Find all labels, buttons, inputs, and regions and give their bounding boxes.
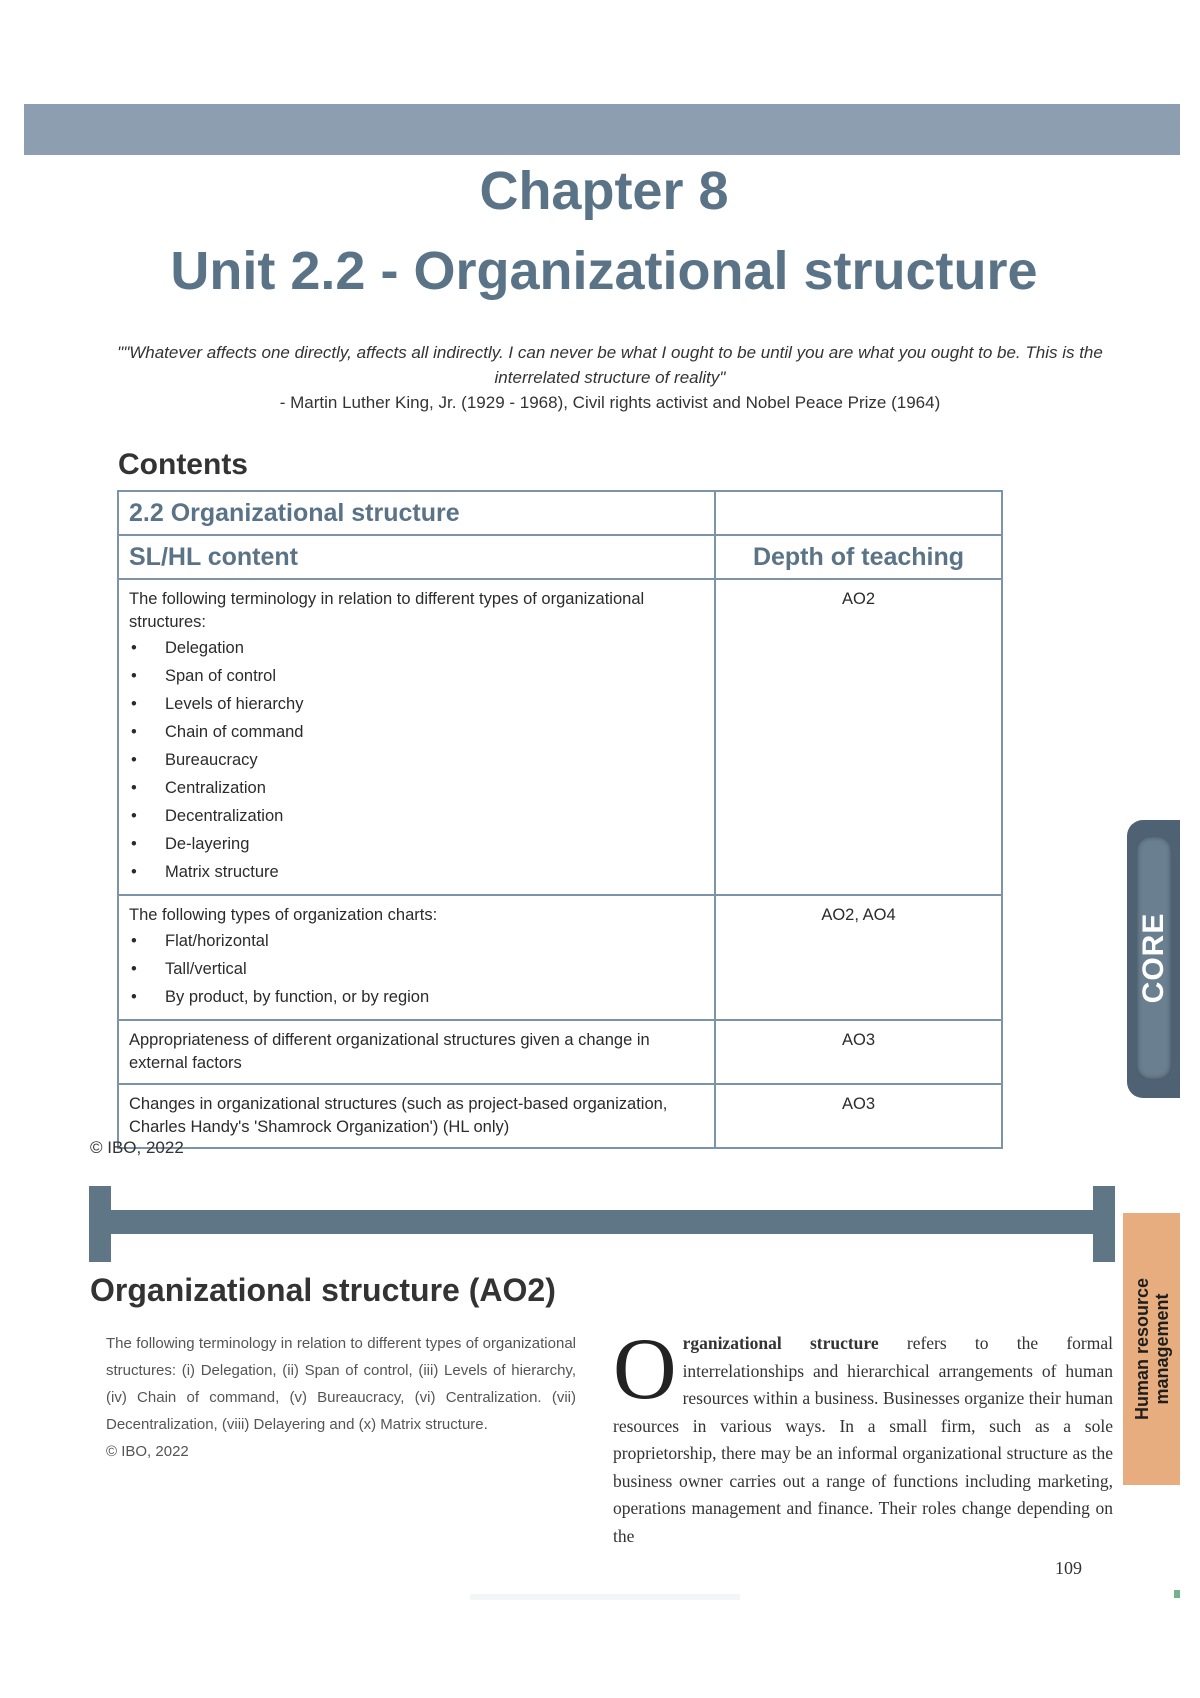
quote-text: ""Whatever affects one directly, affects all indirectly. I can never be what I ought to be until you are what you ought to be. This is the interrelated structure of reality" <box>117 343 1103 387</box>
contents-table <box>117 490 1003 1149</box>
depth-cell: AO3 <box>715 1020 1002 1084</box>
corner-mark <box>1174 1590 1180 1598</box>
epigraph-quote <box>90 340 1130 415</box>
section-bar-right-cap <box>1093 1186 1115 1262</box>
depth-cell: AO3 <box>715 1084 1002 1148</box>
core-tab-label: CORE <box>1137 912 1170 1004</box>
col-content-header: SL/HL content <box>118 535 715 579</box>
core-tab-inner <box>1136 836 1172 1080</box>
syllabus-note-text: The following terminology in relation to different types of organizational structures: (i) Delegation, (ii) Span of control, (iii) Levels of hierarchy, (iv) Chain of command, (v) Bureaucracy, (vi) Centralization. (vii) Decentralization, (viii) Delayering and (x) Matrix structure. <box>106 1335 576 1433</box>
col-depth-header: Depth of teaching <box>715 535 1002 579</box>
table-row <box>118 1020 1002 1084</box>
drop-cap: O <box>613 1321 677 1418</box>
hrm-side-tab <box>1123 1213 1180 1485</box>
list-item: • Tall/vertical <box>129 955 704 983</box>
section-divider-bar <box>89 1210 1115 1234</box>
page-number: 109 <box>1055 1558 1082 1578</box>
content-cell <box>118 895 715 1020</box>
body-text: refers to the formal interrelationships and hierarchical arrangements of human resources within a business. Businesses organize their human resources in various ways. In a small firm, such as a sole proprietorship, there may be an informal organizational structure as the business owner carries out a range of functions including marketing, operations management and finance. Their roles change depending on the <box>613 1333 1113 1546</box>
unit-title: Unit 2.2 - Organizational structure <box>170 241 1038 301</box>
lead-term: rganizational structure <box>682 1333 879 1353</box>
depth-cell: AO2, AO4 <box>715 895 1002 1020</box>
core-side-tab <box>1127 820 1180 1098</box>
list-item: • Matrix structure <box>129 858 704 886</box>
content-cell: Appropriateness of different organizational structures given a change in external factors <box>118 1020 715 1084</box>
bullet-list <box>129 927 704 1011</box>
hrm-tab-line1: Human resource <box>1131 1277 1152 1421</box>
row-intro: The following types of organization charts: <box>129 906 438 924</box>
list-item: • Delegation <box>129 634 704 662</box>
table-row <box>118 1084 1002 1148</box>
copyright-note: © IBO, 2022 <box>90 1138 184 1157</box>
list-item: • Bureaucracy <box>129 746 704 774</box>
content-cell: Changes in organizational structures (such as project-based organization, Charles Handy's 'Shamrock Organization') (HL only) <box>118 1084 715 1148</box>
list-item: • Flat/horizontal <box>129 927 704 955</box>
hrm-tab-label <box>1132 1278 1172 1420</box>
list-item: • By product, by function, or by region <box>129 983 704 1011</box>
list-item: • Decentralization <box>129 802 704 830</box>
list-item: • De-layering <box>129 830 704 858</box>
list-item: • Levels of hierarchy <box>129 690 704 718</box>
section-title-cell: 2.2 Organizational structure <box>118 491 715 535</box>
section-heading: Organizational structure (AO2) <box>90 1272 556 1308</box>
table-header-row <box>118 535 1002 579</box>
table-row <box>118 895 1002 1020</box>
contents-heading: Contents <box>118 448 248 481</box>
list-item: • Centralization <box>129 774 704 802</box>
quote-attribution: - Martin Luther King, Jr. (1929 - 1968), Civil rights activist and Nobel Peace Prize (1964) <box>279 393 941 412</box>
body-paragraph <box>613 1321 1113 1550</box>
table-row <box>118 579 1002 895</box>
bullet-list <box>129 634 704 886</box>
hrm-tab-line2: management <box>1151 1293 1172 1405</box>
list-item: • Span of control <box>129 662 704 690</box>
syllabus-note-copyright: © IBO, 2022 <box>106 1443 189 1460</box>
top-header-band <box>24 104 1180 155</box>
scan-smudge <box>470 1594 740 1600</box>
content-cell <box>118 579 715 895</box>
list-item: • Chain of command <box>129 718 704 746</box>
row-intro: The following terminology in relation to different types of organizational structures: <box>129 590 645 631</box>
syllabus-note <box>106 1330 576 1465</box>
empty-header-cell <box>715 491 1002 535</box>
table-title-row <box>118 491 1002 535</box>
chapter-title: Chapter 8 <box>479 161 729 221</box>
depth-cell: AO2 <box>715 579 1002 895</box>
